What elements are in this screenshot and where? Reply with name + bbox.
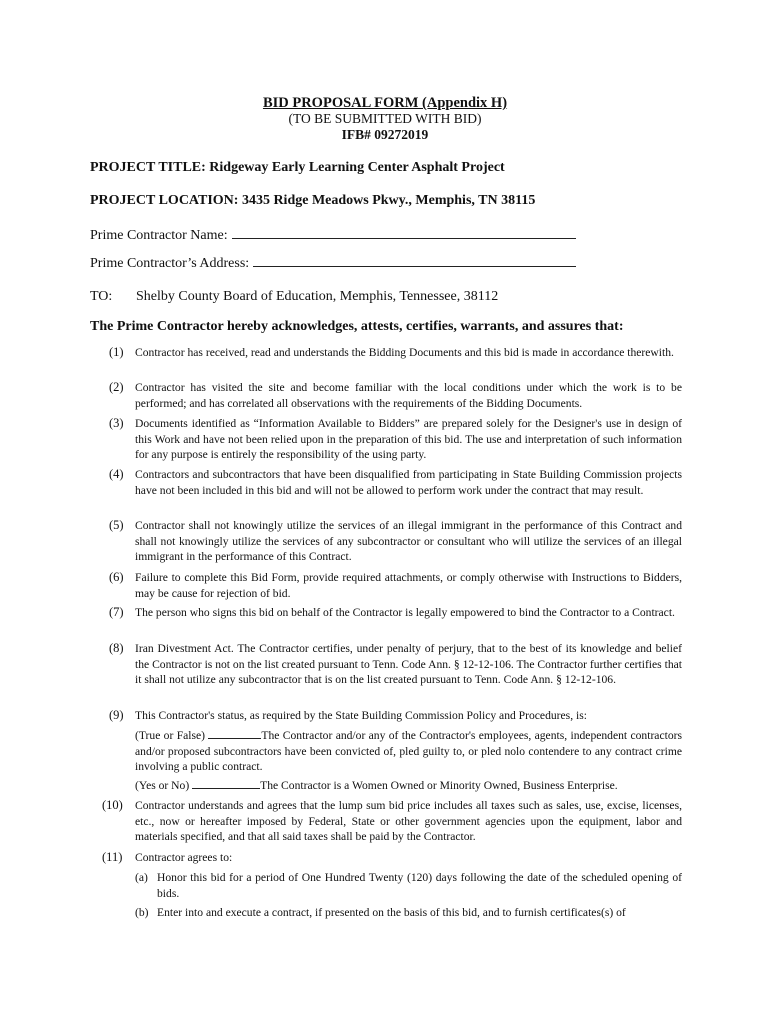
item-text: Iran Divestment Act. The Contractor certifies, under penalty of perjury, that to the best of its knowledge and belief the Contractor is not on the list created pursuant to Tenn. Code Ann. § 12-12-106. The Contractor further certifies that it shall not utilize any subcontractor that is on the list created pursuant to Tenn. Code Ann. § 12-12-106.: [135, 642, 682, 686]
true-false-text: The Contractor and/or any of the Contractor's employees, agents, independent contractors and/or proposed subcontractors have been convicted of, pled guilty to, or pled nolo contendere to any contract crime involving a public contract.: [135, 729, 682, 773]
yes-no-input[interactable]: [192, 777, 260, 789]
item-text: Contractors and subcontractors that have been disqualified from participating in State Building Commission projects have not been included in this bid and will not be allowed to perform work under the contract that may result.: [135, 468, 682, 497]
recipient-value: Shelby County Board of Education, Memphis, Tennessee, 38112: [136, 289, 499, 304]
form-subtitle: (TO BE SUBMITTED WITH BID): [288, 111, 482, 126]
acknowledgement-heading: The Prime Contractor hereby acknowledges, attests, certifies, warrants, and assures that:: [90, 319, 624, 334]
ifb-number: IFB# 09272019: [341, 127, 429, 142]
agree-label: (a): [135, 871, 148, 884]
item-number: (6): [109, 570, 124, 584]
item-text: Contractor understands and agrees that the lump sum bid price includes all taxes such as sales, use, excise, licenses, etc., now or hereafter imposed by Federal, State or other government agencies upon the equipment, labor and materials specified, and that all said taxes shall be paid by the Contractor.: [135, 799, 682, 843]
item-text: Contractor shall not knowingly utilize the services of an illegal immigrant in the performance of this Contract and shall not knowingly utilize the services of any subcontractor or consultant who will utilize the services of an illegal immigrant in the performance of this Contract.: [135, 519, 682, 563]
recipient-label: TO:: [90, 289, 113, 304]
contractor-name-input[interactable]: [232, 226, 576, 239]
item-number: (8): [109, 641, 124, 655]
true-false-statement: [135, 727, 682, 775]
contractor-name-label: Prime Contractor Name:: [90, 228, 228, 243]
contractor-name-field: [90, 226, 576, 244]
true-false-input[interactable]: [208, 727, 261, 739]
agree-text: Enter into and execute a contract, if presented on the basis of this bid, and to furnish certificates(s) of: [157, 906, 626, 919]
contractor-address-input[interactable]: [253, 254, 576, 267]
item-number: (10): [102, 798, 123, 812]
item-text: Contractor agrees to:: [135, 851, 233, 864]
project-title: PROJECT TITLE: Ridgeway Early Learning Center Asphalt Project: [90, 160, 505, 175]
agree-label: (b): [135, 906, 149, 919]
item-text: The person who signs this bid on behalf of the Contractor is legally empowered to bind the Contractor to a Contract.: [135, 606, 675, 619]
true-false-prefix: (True or False): [135, 729, 206, 742]
item-number: (7): [109, 605, 124, 619]
item-text: This Contractor's status, as required by the State Building Commission Policy and Procedures, is:: [135, 709, 587, 722]
yes-no-prefix: (Yes or No): [135, 779, 190, 792]
yes-no-text: The Contractor is a Women Owned or Minority Owned, Business Enterprise.: [260, 779, 618, 792]
item-number: (11): [102, 850, 123, 864]
item-number: (2): [109, 380, 124, 394]
item-number: (9): [109, 708, 124, 722]
project-location: PROJECT LOCATION: 3435 Ridge Meadows Pkwy., Memphis, TN 38115: [90, 193, 536, 208]
agree-text: Honor this bid for a period of One Hundred Twenty (120) days following the date of the scheduled opening of bids.: [157, 871, 682, 900]
form-title: BID PROPOSAL FORM (Appendix H): [262, 95, 508, 111]
item-text: Contractor has received, read and understands the Bidding Documents and this bid is made in accordance therewith.: [135, 346, 674, 359]
item-number: (1): [109, 345, 124, 359]
contractor-address-label: Prime Contractor’s Address:: [90, 256, 250, 271]
item-text: Documents identified as “Information Available to Bidders” are prepared solely for the Designer's use in design of this Work and have not been relied upon in the preparation of this bid. The use and interpretation of such information for any purpose is entirely the responsibility of the using party.: [135, 417, 682, 461]
recipient-line: [90, 289, 498, 305]
item-number: (4): [109, 467, 124, 481]
item-text: Failure to complete this Bid Form, provide required attachments, or comply otherwise with Instructions to Bidders, may be cause for rejection of bid.: [135, 571, 682, 600]
item-number: (5): [109, 518, 124, 532]
item-text: Contractor has visited the site and become familiar with the local conditions under which the work is to be performed; and has correlated all observations with the requirements of the Bidding Documents.: [135, 381, 682, 410]
item-number: (3): [109, 416, 124, 430]
contractor-address-field: [90, 254, 576, 272]
yes-no-statement: [135, 777, 682, 794]
